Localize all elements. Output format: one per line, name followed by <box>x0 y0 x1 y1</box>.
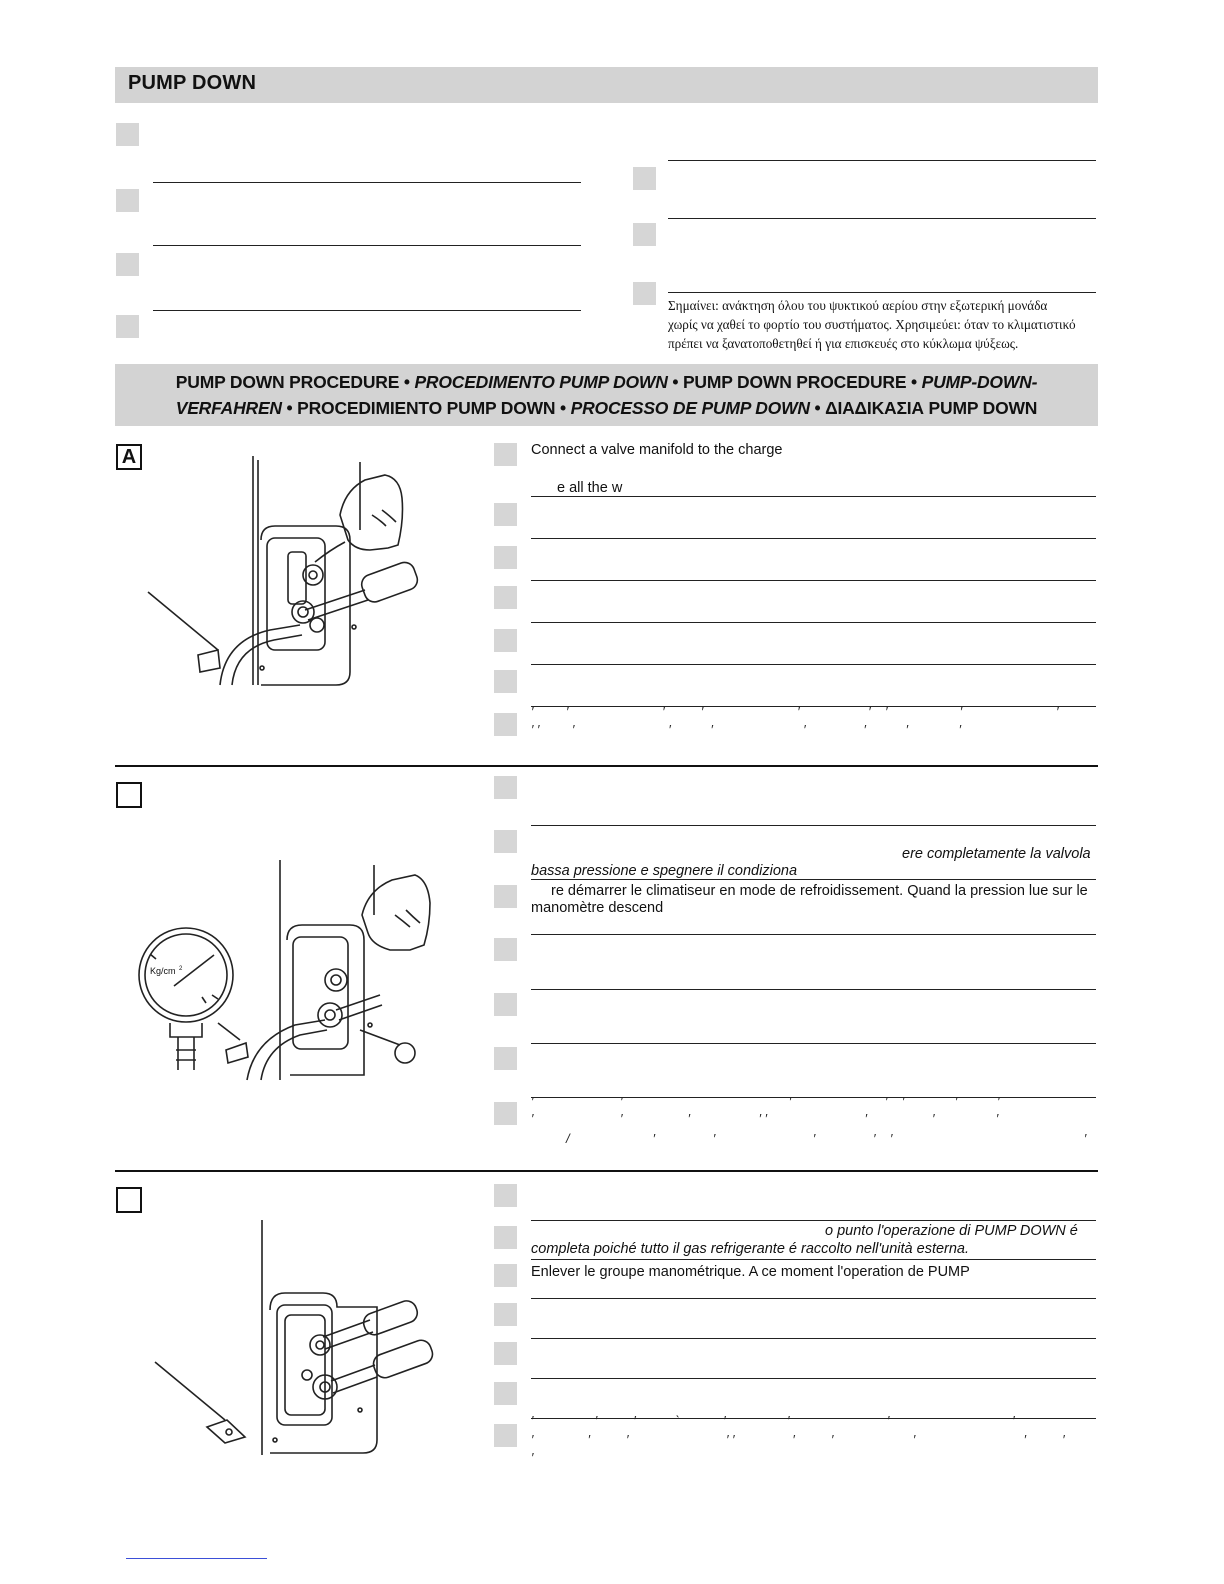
step-b-it-line1: ere completamente la valvola <box>902 846 1091 862</box>
divider <box>531 622 1096 623</box>
step-a-line1: Connect a valve manifold to the charge <box>531 442 783 458</box>
page-title: PUMP DOWN <box>128 72 257 94</box>
greek-accent-row: ′ <box>531 1450 534 1465</box>
step-b-fr-line1: re démarrer le climatiseur en mode de refroidissement. Quand la pression lue sur le <box>551 883 1088 899</box>
flag-square <box>116 189 139 212</box>
header-text: VERFAHREN <box>175 398 282 418</box>
greek-accent-row: ′ ′ ′ ′ ′ ′ ′ ′ ′ <box>531 704 1059 719</box>
illustration-b <box>130 855 450 1085</box>
divider <box>531 1220 1096 1221</box>
header-text: PUMP DOWN PROCEDURE • <box>175 372 415 392</box>
step-c-it-line1: o punto l'operazione di PUMP DOWN é <box>825 1223 1078 1239</box>
footer-link-line <box>126 1558 267 1559</box>
flag-square <box>116 315 139 338</box>
illustration-a <box>140 450 440 690</box>
flag-square <box>494 993 517 1016</box>
divider <box>531 879 1096 880</box>
divider <box>531 989 1096 990</box>
greek-accent-row: ′ ′ ′ ′ ′ ′ ′ <box>531 1094 1000 1109</box>
flag-square <box>116 253 139 276</box>
header-text: PROCESSO DE PUMP DOWN <box>570 398 810 418</box>
divider <box>531 1259 1096 1260</box>
header-text: PROCEDIMENTO PUMP DOWN <box>414 372 668 392</box>
flag-square <box>633 223 656 246</box>
step-b-label <box>116 782 142 808</box>
step-c-fr-line1: Enlever le groupe manométrique. A ce moment l'operation de PUMP <box>531 1264 970 1280</box>
flag-square <box>494 1047 517 1070</box>
divider <box>531 1378 1096 1379</box>
flag-square <box>494 1264 517 1287</box>
flag-square <box>494 885 517 908</box>
divider <box>531 664 1096 665</box>
greek-note-line: χωρίς να χαθεί το φορτίο του συστήματος. Χρησιμεύει: όταν το κλιματιστικό <box>668 317 1076 332</box>
greek-note-line: πρέπει να ξανατοποθετηθεί ή για επισκευές στο κύκλωμα ψύξεως. <box>668 336 1019 351</box>
divider <box>668 292 1096 293</box>
flag-square <box>494 938 517 961</box>
flag-square <box>494 1424 517 1447</box>
page-title-bar <box>115 67 1098 103</box>
step-b-fr-line2: manomètre descend <box>531 900 664 916</box>
procedure-header <box>115 364 1098 426</box>
flag-square <box>494 629 517 652</box>
gauge-unit: Kg/cm <box>150 966 176 976</box>
flag-square <box>494 830 517 853</box>
divider <box>531 580 1096 581</box>
divider <box>531 496 1096 497</box>
svg-text:2: 2 <box>179 966 183 972</box>
flag-square <box>494 1382 517 1405</box>
flag-square <box>494 546 517 569</box>
greek-accent-row: ′ ′ ′ ` ′ ′ ′ ′ <box>531 1413 1015 1428</box>
section-separator <box>115 1170 1098 1172</box>
flag-square <box>494 1342 517 1365</box>
step-c-label <box>116 1187 142 1213</box>
step-a-line2: e all the w <box>557 480 623 496</box>
illustration-c <box>145 1215 445 1460</box>
greek-note <box>668 296 1098 353</box>
flag-square <box>494 670 517 693</box>
divider <box>153 245 581 246</box>
divider <box>531 825 1096 826</box>
divider <box>153 310 581 311</box>
flag-square <box>494 1303 517 1326</box>
flag-square <box>494 713 517 736</box>
divider <box>153 182 581 183</box>
header-text: • ΔΙΑΔΙΚΑΣΙΑ PUMP DOWN <box>809 398 1038 418</box>
header-text: • PROCEDIMIENTO PUMP DOWN • <box>281 398 571 418</box>
divider <box>531 934 1096 935</box>
flag-square <box>494 1226 517 1249</box>
step-a-label: A <box>116 444 142 470</box>
greek-accent-row: / ′ ′ ′ ′ ′ ′ <box>566 1131 1087 1146</box>
greek-note-line: Σημαίνει: ανάκτηση όλου του ψυκτικού αερίου στην εξωτερική μονάδα <box>668 298 1048 313</box>
header-text: PUMP-DOWN- <box>921 372 1038 392</box>
flag-square <box>633 167 656 190</box>
divider <box>668 160 1096 161</box>
flag-square <box>494 503 517 526</box>
divider <box>531 538 1096 539</box>
divider <box>531 1338 1096 1339</box>
greek-accent-row: ′ ′ ′ ′ ′ ′ ′ ′ <box>531 1111 999 1126</box>
divider <box>668 218 1096 219</box>
flag-square <box>633 282 656 305</box>
divider <box>531 1298 1096 1299</box>
step-c-it-line2: completa poiché tutto il gas refrigerante é raccolto nell'unità esterna. <box>531 1241 970 1257</box>
flag-square <box>494 1184 517 1207</box>
flag-square <box>494 443 517 466</box>
greek-accent-row: ′ ′ ′ ′ ′ ′ ′ ′ ′ <box>531 722 962 737</box>
flag-square <box>116 123 139 146</box>
flag-square <box>494 586 517 609</box>
flag-square <box>494 776 517 799</box>
flag-square <box>494 1102 517 1125</box>
header-text: • PUMP DOWN PROCEDURE • <box>667 372 922 392</box>
divider <box>531 1043 1096 1044</box>
step-b-it-line2: bassa pressione e spegnere il condiziona <box>531 863 798 879</box>
section-separator <box>115 765 1098 767</box>
greek-accent-row: ′ ′ ′ ′ ′ ′ ′ ′ ′ ′ <box>531 1432 1065 1447</box>
